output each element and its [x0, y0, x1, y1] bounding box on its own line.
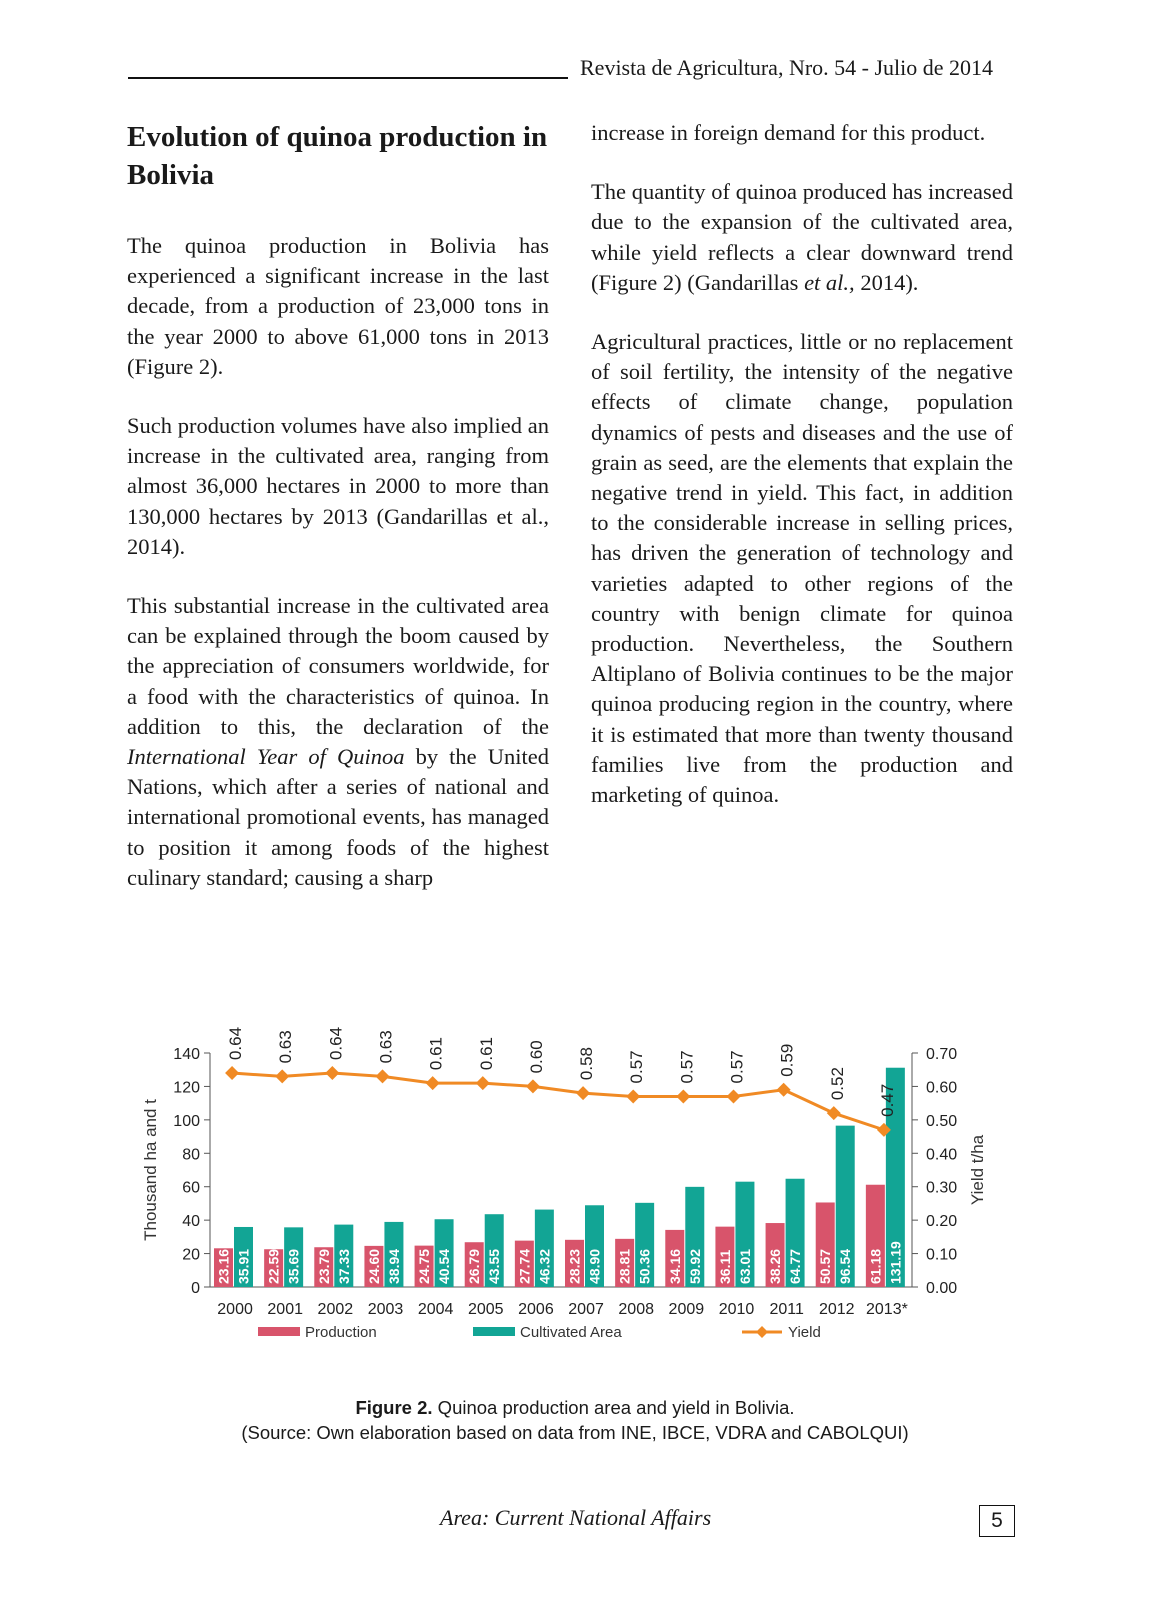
text-run: This substantial increase in the cultivated area can be explained through the boom caused by the appreciation of consumers worldwide, for a food with the characteristics of quinoa. In addition to this, the declaration of the	[127, 593, 549, 739]
x-tick-label: 2009	[668, 1301, 705, 1318]
yield-value-label: 0.57	[677, 1050, 697, 1084]
yield-value-label: 0.60	[526, 1040, 546, 1074]
paragraph	[127, 591, 549, 893]
x-tick-label: 2002	[317, 1301, 354, 1318]
caption-source: (Source: Own elaboration based on data from INE, IBCE, VDRA and CABOLQUI)	[241, 1422, 909, 1443]
y-tick-label: 0	[191, 1280, 200, 1297]
area-value-label: 63.01	[736, 1248, 753, 1284]
footer-area: Area: Current National Affairs	[440, 1505, 712, 1530]
caption-line	[150, 1395, 1000, 1420]
area-value-label: 131.19	[887, 1241, 904, 1284]
yield-value-label: 0.64	[226, 1026, 246, 1061]
yield-value-label: 0.61	[426, 1036, 446, 1071]
legend-production-swatch	[258, 1327, 300, 1336]
production-value-label: 34.16	[666, 1248, 683, 1284]
yield-point	[777, 1083, 791, 1097]
x-tick-label: 2000	[217, 1301, 253, 1318]
area-value-label: 38.94	[385, 1248, 402, 1284]
y2-tick-label: 0.00	[926, 1280, 958, 1297]
y2-tick-label: 0.20	[926, 1213, 958, 1231]
y2-tick-label: 0.10	[926, 1246, 958, 1264]
production-value-label: 61.18	[867, 1248, 884, 1284]
paragraph	[591, 177, 1013, 298]
production-value-label: 22.59	[265, 1248, 282, 1284]
area-value-label: 40.54	[436, 1248, 453, 1284]
y-tick-label: 80	[182, 1146, 200, 1164]
legend-area-label: Cultivated Area	[520, 1324, 622, 1341]
y2-tick-label: 0.30	[926, 1179, 958, 1197]
figure-caption	[150, 1395, 1000, 1445]
page-number: 5	[979, 1505, 1015, 1537]
yield-line	[232, 1073, 884, 1130]
paragraph: Such production volumes have also implied an increase in the cultivated area, ranging from almost 36,000 hectares in 2000 to more than 130,000 hectares by 2013 (Gandarillas et al., 2014).	[127, 413, 549, 559]
yield-value-label: 0.58	[577, 1047, 597, 1081]
yield-point	[576, 1086, 590, 1100]
x-tick-label: 2007	[568, 1301, 604, 1318]
journal-header: Revista de Agricultura, Nro. 54 - Julio de 2014	[580, 55, 994, 80]
production-value-label: 23.16	[215, 1248, 232, 1284]
text-run: The quantity of quinoa produced has increased due to the expansion of the cultivated area, while yield reflects a clear downward trend (Figure 2) (Gandarillas	[591, 179, 1013, 295]
yield-value-label: 0.63	[376, 1030, 396, 1064]
yield-value-label: 0.57	[627, 1050, 647, 1084]
yield-point	[827, 1106, 841, 1120]
y-tick-label: 140	[173, 1046, 200, 1063]
area-value-label: 96.54	[837, 1248, 854, 1284]
production-value-label: 28.81	[616, 1248, 633, 1284]
paragraph: increase in foreign demand for this product.	[591, 120, 986, 145]
production-value-label: 26.79	[466, 1248, 483, 1284]
legend-production-label: Production	[305, 1324, 377, 1341]
text-run: 2014).	[854, 269, 919, 295]
production-value-label: 36.11	[716, 1249, 733, 1284]
yield-point	[476, 1076, 490, 1090]
x-tick-label: 2008	[618, 1301, 655, 1318]
caption-label: Figure 2.	[355, 1397, 433, 1418]
yield-value-label: 0.52	[827, 1067, 847, 1101]
y2-tick-label: 0.50	[926, 1112, 958, 1130]
right-column	[591, 118, 1013, 839]
yield-point	[526, 1079, 540, 1093]
caption-text: Quinoa production area and yield in Bolivia.	[432, 1397, 795, 1418]
y-tick-label: 100	[173, 1112, 200, 1130]
y-axis-label: Thousand ha and t	[141, 1099, 160, 1241]
x-tick-label: 2001	[267, 1301, 304, 1318]
yield-value-label: 0.57	[727, 1050, 747, 1084]
area-value-label: 37.33	[335, 1248, 352, 1284]
yield-point	[676, 1089, 690, 1103]
y2-tick-label: 0.40	[926, 1146, 958, 1164]
production-value-label: 38.26	[767, 1248, 784, 1284]
y-tick-label: 60	[182, 1179, 200, 1197]
y2-axis-label: Yield t/ha	[968, 1134, 987, 1206]
yield-value-label: 0.59	[777, 1043, 797, 1077]
x-tick-label: 2010	[718, 1301, 755, 1318]
yield-value-label: 0.63	[276, 1030, 296, 1064]
header-rule	[128, 77, 568, 79]
yield-value-label: 0.61	[476, 1036, 496, 1071]
y-tick-label: 120	[173, 1079, 200, 1097]
x-tick-label: 2012	[818, 1301, 855, 1318]
italic-text: et al.,	[804, 269, 855, 295]
paragraph: Agricultural practices, little or no replacement of soil fertility, the intensity of the negative effects of climate change, population dynamics of pests and diseases and the use of grain as seed, are the elements that explain the negative trend in yield. This fact, in addition to the considerable increase in selling prices, has driven the generation of technology and varieties adapted to other regions of the country with benign climate for quinoa production. Nevertheless, the Southern Altiplano of Bolivia continues to be the major quinoa producing region in the country, where it is estimated that more than twenty thousand families live from the production and marketing of quinoa.	[591, 329, 1013, 808]
production-value-label: 24.60	[365, 1248, 382, 1284]
production-value-label: 24.75	[416, 1248, 433, 1284]
yield-point	[426, 1076, 440, 1090]
legend-yield-marker	[756, 1326, 768, 1338]
yield-point	[225, 1066, 239, 1080]
yield-point	[275, 1069, 289, 1083]
area-value-label: 35.69	[285, 1248, 302, 1284]
article-title: Evolution of quinoa production in Bolivia	[127, 121, 548, 191]
production-value-label: 23.79	[315, 1248, 332, 1284]
legend-area-swatch	[473, 1327, 515, 1336]
italic-text: International Year of Quinoa	[127, 744, 405, 770]
production-value-label: 28.23	[566, 1248, 583, 1284]
y2-tick-label: 0.60	[926, 1079, 958, 1097]
area-value-label: 48.90	[586, 1248, 603, 1284]
production-value-label: 27.74	[516, 1248, 533, 1284]
paragraph: The quinoa production in Bolivia has experienced a significant increase in the last decade, from a production of 23,000 tons in the year 2000 to above 61,000 tons in 2013 (Figure 2).	[127, 233, 549, 379]
yield-point	[325, 1066, 339, 1080]
x-tick-label: 2011	[769, 1301, 804, 1318]
x-tick-label: 2005	[467, 1301, 504, 1318]
area-value-label: 46.32	[536, 1248, 553, 1284]
quinoa-chart	[130, 1010, 1030, 1360]
area-value-label: 50.36	[636, 1248, 653, 1284]
production-value-label: 50.57	[817, 1248, 834, 1284]
area-value-label: 64.77	[787, 1248, 804, 1284]
y-tick-label: 40	[182, 1213, 200, 1231]
yield-point	[376, 1069, 390, 1083]
text-run: by the United Nations, which after a series of national and international promotional events, has managed to position it among foods of the highest culinary standard; causing a sharp	[127, 744, 549, 890]
yield-value-label: 0.64	[326, 1026, 346, 1061]
y-tick-label: 20	[182, 1246, 200, 1264]
yield-point	[626, 1089, 640, 1103]
x-tick-label: 2004	[417, 1301, 454, 1318]
yield-value-label: 0.47	[877, 1083, 897, 1117]
left-column	[127, 118, 549, 922]
x-tick-label: 2003	[367, 1301, 404, 1318]
area-value-label: 43.55	[486, 1248, 503, 1284]
area-value-label: 35.91	[235, 1248, 252, 1284]
legend-yield-label: Yield	[788, 1324, 821, 1341]
area-value-label: 59.92	[686, 1248, 703, 1284]
yield-point	[727, 1089, 741, 1103]
x-tick-label: 2013*	[866, 1301, 908, 1318]
x-tick-label: 2006	[518, 1301, 554, 1318]
y2-tick-label: 0.70	[926, 1046, 958, 1063]
